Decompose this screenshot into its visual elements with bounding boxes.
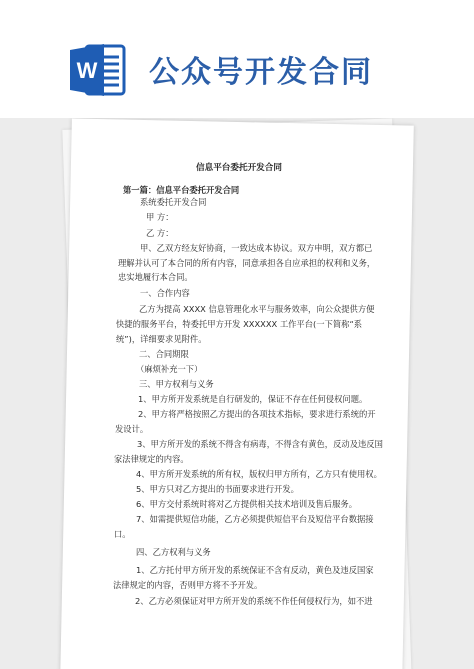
- doc-line: 6、甲方交付系统时将对乙方提供相关技术培训及售后服务。: [136, 499, 357, 509]
- doc-line: 发设计。: [115, 424, 149, 434]
- doc-line: 一、合作内容: [140, 288, 190, 298]
- doc-line: 7、如需提供短信功能，乙方必须提供短信平台及短信平台数据接: [136, 514, 374, 524]
- doc-line: 四、乙方权利与义务: [136, 547, 211, 557]
- doc-line: 口。: [114, 529, 131, 539]
- doc-line: 3、甲方所开发的系统不得含有病毒，不得含有黄色，反动及违反国: [137, 439, 383, 449]
- doc-line: 二、合同期限: [139, 349, 189, 359]
- doc-line: 快捷的服务平台，特委托甲方开发 XXXXXX 工作平台(一下简称“系: [116, 319, 363, 329]
- word-icon-letter: W: [76, 58, 98, 83]
- doc-line: 5、甲方只对乙方提出的书面要求进行开发。: [136, 484, 299, 494]
- banner-title: 公众号开发合同: [149, 55, 373, 90]
- doc-line: 乙方为提高 XXXX 信息管理化水平与服务效率，向公众提供方便: [139, 304, 375, 314]
- doc-line: 4、甲方所开发系统的所有权，版权归甲方所有，乙方只有使用权。: [136, 469, 382, 479]
- doc-line: （麻烦补充一下）: [136, 364, 203, 374]
- doc-line: 统”)，详细要求见附件。: [116, 334, 207, 344]
- doc-line: 甲、乙双方经友好协商，一致达成本协议。双方申明，双方都已: [140, 243, 373, 253]
- doc-line: 乙 方：: [146, 228, 174, 238]
- doc-line: 法律规定的内容，否则甲方将不予开发。: [113, 580, 263, 590]
- doc-line: 甲 方：: [146, 212, 174, 222]
- doc-line: 忠实地履行本合同。: [118, 272, 193, 282]
- document-title: 信息平台委托开发合同: [196, 163, 282, 173]
- doc-line: 系统委托开发合同: [140, 197, 207, 207]
- doc-line: 三、甲方权利与义务: [139, 379, 214, 389]
- doc-line: 2、乙方必须保证对甲方所开发的系统不作任何侵权行为，如不进: [135, 596, 373, 606]
- section-heading: 第一篇：信息平台委托开发合同: [123, 185, 240, 195]
- doc-line: 家法律规定的内容。: [114, 454, 189, 464]
- doc-line: 2、甲方将严格按照乙方提出的各项技术指标，要求进行系统的开: [138, 409, 376, 419]
- doc-line: 1、甲方所开发系统是自行研发的，保证不存在任何侵权问题。: [138, 394, 368, 404]
- doc-line: 1、乙方托付甲方所开发的系统保证不含有反动，黄色及违反国家: [136, 565, 374, 575]
- doc-line: 理解并认可了本合同的所有内容，同意承担各自应承担的权利和义务，: [118, 258, 376, 268]
